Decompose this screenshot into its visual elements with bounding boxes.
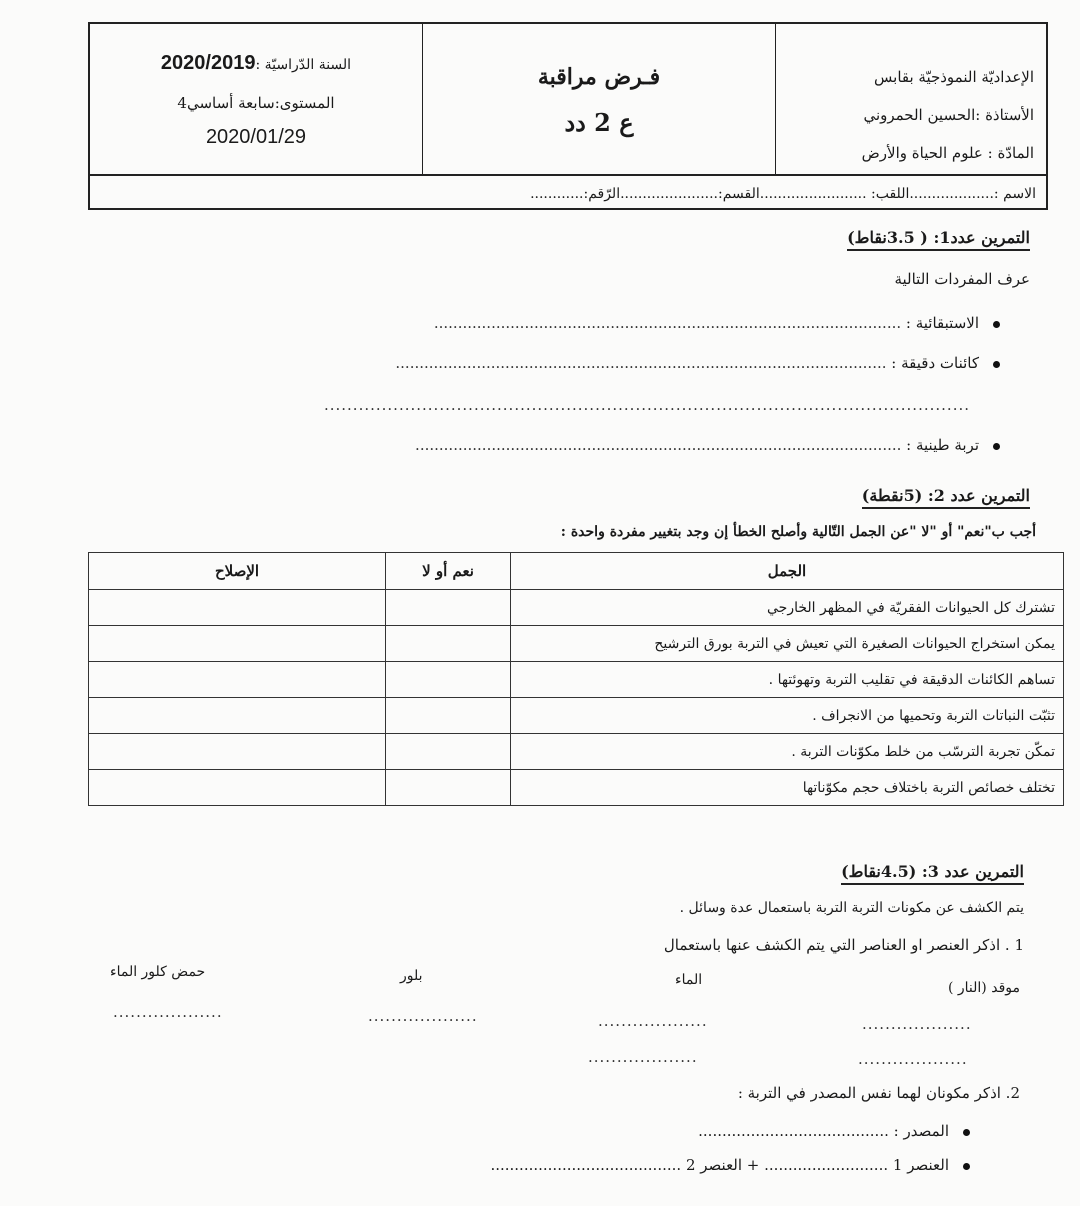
exam-number: ع 2 دد	[564, 108, 634, 137]
elements-text: العنصر 1 .......................... + العنصر 2 ........................................	[490, 1156, 949, 1174]
term-label: الاستبقائية :	[905, 314, 979, 332]
bullet-icon	[963, 1129, 970, 1136]
ex3-q1: 1 . اذكر العنصر او العناصر التي يتم الكشف عنها باستعمال	[663, 936, 1024, 954]
bullet-icon	[993, 361, 1000, 368]
table-row	[89, 734, 1064, 770]
sentence: تختلف خصائص التربة باختلاف حجم مكوّناتها	[511, 770, 1064, 806]
term-label: تربة طينية :	[906, 436, 979, 454]
exam-date: 2020/01/29	[205, 126, 307, 148]
year-value: 2020/2019	[160, 52, 256, 74]
header-left-cell	[90, 24, 422, 174]
ex3-q2: 2. اذكر مكونان لهما نفس المصدر في التربة :	[737, 1084, 1020, 1102]
correction-cell[interactable]	[89, 698, 386, 734]
yes-no-cell[interactable]	[386, 770, 511, 806]
ex1-extra-line[interactable]: ................................................................................................................	[323, 396, 970, 414]
ex1-item-1[interactable]	[434, 314, 1000, 332]
table-row	[89, 590, 1064, 626]
table-row	[89, 698, 1064, 734]
answer-dots: .......................................................................................................	[395, 354, 887, 372]
source-text: المصدر : ........................................	[698, 1122, 949, 1140]
subject: المادّة : علوم الحياة والأرض	[861, 144, 1034, 162]
header-middle-cell	[422, 24, 775, 174]
school-name: الإعداديّة النموذجيّة بقابس	[874, 68, 1034, 86]
sentence: تمكّن تجربة الترسّب من خلط مكوّنات التربة .	[511, 734, 1064, 770]
water-answer-2[interactable]: ...................	[588, 1048, 698, 1066]
bullet-icon	[963, 1163, 970, 1170]
correction-cell[interactable]	[89, 770, 386, 806]
tool-glass: بلور	[400, 968, 423, 984]
student-info-row[interactable]: الاسم :...................اللقب: ........................القسم:......................الرّقم:............	[90, 174, 1046, 208]
yes-no-cell[interactable]	[386, 734, 511, 770]
water-answer-1[interactable]: ...................	[598, 1012, 708, 1030]
yes-no-cell[interactable]	[386, 590, 511, 626]
ex1-instruction: عرف المفردات التالية	[894, 270, 1030, 288]
correction-cell[interactable]	[89, 626, 386, 662]
ex2-title: التمرين عدد 2: (5نقطة)	[862, 486, 1030, 509]
header-right-cell	[775, 24, 1048, 174]
header-box	[88, 22, 1048, 210]
ex2-table	[88, 552, 1064, 806]
correction-cell[interactable]	[89, 590, 386, 626]
table-header	[89, 553, 1064, 590]
year-label: السنة الدّراسيّة :	[255, 57, 352, 73]
col-sentences: الجمل	[511, 553, 1064, 590]
col-correction: الإصلاح	[89, 553, 386, 590]
teacher-name: الأستاذة :الحسين الحمروني	[863, 106, 1034, 124]
correction-cell[interactable]	[89, 662, 386, 698]
tool-hcl: حمض كلور الماء	[110, 964, 206, 980]
bullet-icon	[993, 321, 1000, 328]
exam-title: فـرض مراقبة	[537, 64, 661, 90]
answer-dots: ..................................................................................................	[433, 314, 902, 332]
hcl-answer[interactable]: ...................	[113, 1003, 223, 1021]
ex2-instruction: أجب ب"نعم" أو "لا "عن الجمل التّالية وأصلح الخطأ إن وجد بتغيير مفردة واحدة :	[560, 524, 1036, 540]
elements-line[interactable]	[490, 1156, 970, 1174]
table-row	[89, 626, 1064, 662]
tool-fire: موقد (النار )	[947, 980, 1020, 996]
sentence: تشترك كل الحيوانات الفقريّة في المظهر الخارجي	[511, 590, 1064, 626]
sentence: تثبّت النباتات التربة وتحميها من الانجراف .	[511, 698, 1064, 734]
fire-answer-2[interactable]: ...................	[858, 1050, 968, 1068]
yes-no-cell[interactable]	[386, 626, 511, 662]
col-yes-no: نعم أو لا	[386, 553, 511, 590]
correction-cell[interactable]	[89, 734, 386, 770]
source-line[interactable]	[698, 1122, 970, 1140]
level: المستوى:سابعة أساسي4	[177, 94, 335, 112]
bullet-icon	[993, 443, 1000, 450]
ex1-item-2[interactable]	[395, 354, 1000, 372]
term-label: كائنات دقيقة :	[891, 354, 979, 372]
answer-dots: ......................................................................................................	[415, 436, 902, 454]
table-row	[89, 770, 1064, 806]
ex1-item-3[interactable]	[415, 436, 1000, 454]
ex3-title: التمرين عدد 3: (4.5نقاط)	[841, 862, 1024, 885]
tool-water: الماء	[675, 972, 703, 988]
glass-answer[interactable]: ...................	[368, 1007, 478, 1025]
fire-answer-1[interactable]: ...................	[862, 1015, 972, 1033]
school-year	[90, 52, 422, 75]
yes-no-cell[interactable]	[386, 662, 511, 698]
sentence: يمكن استخراج الحيوانات الصغيرة التي تعيش في التربة بورق الترشيح	[511, 626, 1064, 662]
ex1-title: التمرين عدد1: ( 3.5نقاط)	[847, 228, 1030, 251]
ex3-intro: يتم الكشف عن مكونات التربة التربة باستعمال عدة وسائل .	[679, 900, 1024, 916]
yes-no-cell[interactable]	[386, 698, 511, 734]
table-row	[89, 662, 1064, 698]
sentence: تساهم الكائنات الدقيقة في تقليب التربة وتهوئتها .	[511, 662, 1064, 698]
